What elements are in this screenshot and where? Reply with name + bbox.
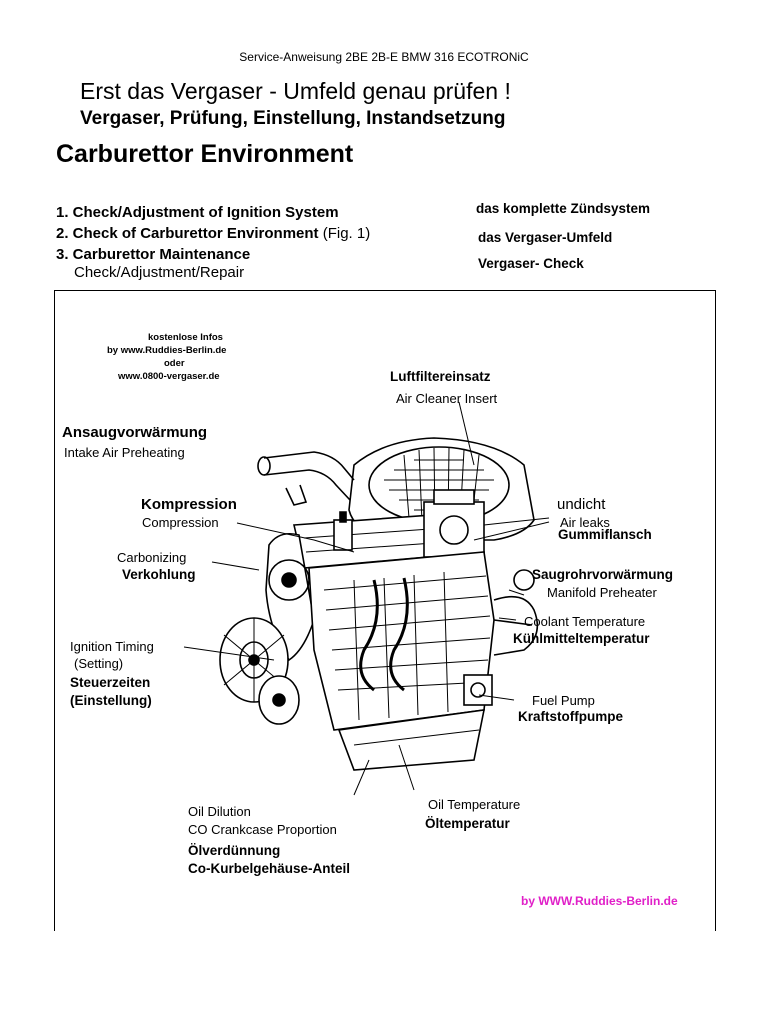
- label-manifold-en: Manifold Preheater: [547, 585, 657, 600]
- label-leaks-de: undicht: [557, 496, 606, 513]
- label-coolant-en: Coolant Temperature: [524, 614, 646, 629]
- label-compression-de: Kompression: [141, 496, 237, 513]
- label-intake-en: Intake Air Preheating: [64, 445, 185, 460]
- step-3: [56, 246, 250, 263]
- label-timing-en-2: (Setting): [74, 656, 124, 671]
- label-flange-de: Gummiflansch: [558, 527, 652, 542]
- label-air-cleaner-en: Air Cleaner Insert: [396, 391, 498, 406]
- label-crankcase-en: CO Crankcase Proportion: [188, 822, 337, 837]
- label-timing-en-1: Ignition Timing: [70, 639, 154, 654]
- engine-illustration: [54, 290, 714, 930]
- info-line-2: by www.Ruddies-Berlin.de: [107, 345, 227, 356]
- label-oil-temp-de: Öltemperatur: [425, 816, 510, 831]
- step-1-text: 1. Check/Adjustment of Ignition System: [56, 204, 339, 221]
- label-timing-de-1: Steuerzeiten: [70, 675, 151, 690]
- footer-credit-link[interactable]: by WWW.Ruddies-Berlin.de: [521, 894, 678, 908]
- label-compression-en: Compression: [142, 515, 219, 530]
- label-carbonizing-de: Verkohlung: [122, 567, 196, 582]
- info-line-4: www.0800-vergaser.de: [118, 371, 220, 382]
- label-timing-de-2: (Einstellung): [70, 693, 152, 708]
- info-line-1: kostenlose Infos: [148, 332, 223, 343]
- title-english: Carburettor Environment: [56, 140, 354, 168]
- step-2-german: das Vergaser-Umfeld: [478, 230, 613, 245]
- label-air-cleaner-de: Luftfiltereinsatz: [390, 369, 491, 384]
- info-line-3: oder: [164, 358, 185, 369]
- label-intake-de: Ansaugvorwärmung: [62, 424, 208, 441]
- label-oil-dilution-de: Ölverdünnung: [188, 843, 281, 858]
- subtitle-german: Vergaser, Prüfung, Einstellung, Instandsetzung: [80, 108, 506, 129]
- step-2-text: 2. Check of Carburettor Environment: [56, 225, 319, 242]
- label-coolant-de: Kühlmitteltemperatur: [513, 631, 650, 646]
- label-leaks-en: Air leaks: [560, 515, 610, 530]
- step-3-german: Vergaser- Check: [478, 256, 584, 271]
- label-fuel-pump-de: Kraftstoffpumpe: [518, 709, 623, 724]
- step-2-figure-ref: (Fig. 1): [318, 225, 371, 242]
- label-manifold-de: Saugrohrvorwärmung: [532, 567, 674, 582]
- label-oil-temp-en: Oil Temperature: [428, 797, 521, 812]
- step-1: [56, 204, 339, 221]
- step-3-subtitle: Check/Adjustment/Repair: [74, 264, 245, 281]
- label-carbonizing-en: Carbonizing: [117, 550, 187, 565]
- title-german: Erst das Vergaser - Umfeld genau prüfen !: [80, 78, 511, 104]
- label-fuel-pump-en: Fuel Pump: [532, 693, 595, 708]
- step-1-german: das komplette Zündsystem: [476, 201, 651, 216]
- label-crankcase-de: Co-Kurbelgehäuse-Anteil: [188, 861, 351, 876]
- step-3-text: 3. Carburettor Maintenance: [56, 246, 251, 263]
- document-header: Service-Anweisung 2BE 2B-E BMW 316 ECOTRONiC: [239, 50, 529, 64]
- label-oil-dilution-en: Oil Dilution: [188, 804, 251, 819]
- step-2: [56, 225, 370, 242]
